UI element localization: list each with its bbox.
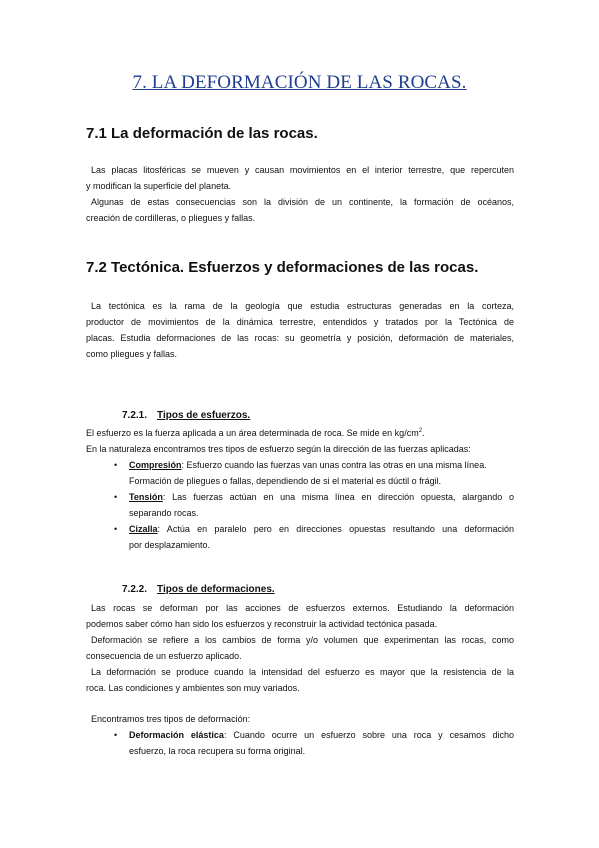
subsection-title: Tipos de deformaciones.	[157, 584, 275, 595]
text-line: separando rocas.	[129, 508, 199, 518]
section-heading-7-2: 7.2 Tectónica. Esfuerzos y deformaciones de las rocas.	[86, 259, 479, 276]
definition-text: Cuando ocurre un esfuerzo sobre una roca y cesamos dicho	[226, 730, 514, 740]
text-line	[129, 727, 514, 743]
text-line: Algunas de estas consecuencias son la división de un continente, la formación de océanos,	[91, 197, 514, 207]
term-tension: Tensión	[129, 492, 163, 502]
list-item-body	[129, 489, 514, 521]
subsection-title: Tipos de esfuerzos.	[157, 410, 251, 421]
colon: :	[162, 492, 166, 502]
colon: :	[181, 460, 185, 470]
term-compresion: Compresión	[129, 460, 182, 470]
colon: :	[223, 730, 227, 740]
subsection-number: 7.2.2.	[122, 584, 148, 595]
text-line: consecuencia de un esfuerzo aplicado.	[86, 651, 242, 661]
text-line: Formación de pliegues o fallas, dependiendo de si el material es dúctil o frágil.	[129, 476, 442, 486]
paragraph-7-2-1	[86, 425, 514, 457]
text-line: En la naturaleza encontramos tres tipos de esfuerzo según la dirección de las fuerzas aplicadas:	[86, 444, 471, 454]
text-line: Deformación se refiere a los cambios de forma y/o volumen que experimentan las rocas, como	[91, 635, 514, 645]
page-title: 7. LA DEFORMACIÓN DE LAS ROCAS.	[132, 72, 467, 93]
text-line: por desplazamiento.	[129, 540, 211, 550]
period: .	[422, 428, 425, 438]
paragraph-7-2-2-d	[86, 711, 514, 727]
text-line: productor de movimientos de la dinámica terrestre, entendidos y tratados por la Tectónica de	[86, 317, 514, 327]
text-line: esfuerzo, la roca recupera su forma original.	[129, 746, 306, 756]
colon: :	[157, 524, 161, 534]
term-cizalla: Cizalla	[129, 524, 158, 534]
subsection-heading-7-2-2	[122, 584, 275, 595]
text-line	[129, 521, 514, 537]
bullet-icon: •	[114, 492, 118, 502]
text-line: Encontramos tres tipos de deformación:	[91, 714, 251, 724]
text-line: roca. Las condiciones y ambientes son muy variados.	[86, 683, 300, 693]
text-line: como pliegues y fallas.	[86, 349, 178, 359]
bullet-icon: •	[114, 730, 118, 740]
paragraph-7-1-b	[86, 194, 514, 226]
list-item-body	[129, 521, 514, 553]
text-line	[86, 425, 514, 441]
text-line: La deformación se produce cuando la intensidad del esfuerzo es mayor que la resistencia de la	[91, 667, 514, 677]
bullet-icon: •	[114, 524, 118, 534]
text-line	[129, 457, 514, 473]
definition-text: Esfuerzo cuando las fuerzas van unas contra las otras en una misma línea.	[184, 460, 487, 470]
text-line: creación de cordilleras, o pliegues y fallas.	[86, 213, 256, 223]
text-line: Las placas litosféricas se mueven y causan movimientos en el interior terrestre, que repercuten	[91, 165, 514, 175]
list-item-body	[129, 457, 514, 489]
definition-text: Las fuerzas actúan en una misma línea en dirección opuesta, alargando o	[165, 492, 514, 502]
text-line: placas. Estudia deformaciones de las rocas: su geometría y posición, deformación de materiales,	[86, 333, 514, 343]
section-heading-7-1: 7.1 La deformación de las rocas.	[86, 125, 318, 142]
paragraph-7-2-2-c	[86, 664, 514, 696]
stress-definition: El esfuerzo es la fuerza aplicada a un área determinada de roca. Se mide en kg/cm	[86, 428, 419, 438]
list-item-body	[129, 727, 514, 759]
text-line: podemos saber cómo han sido los esfuerzos y reconstruir la actividad tectónica pasada.	[86, 619, 438, 629]
definition-text: Actúa en paralelo pero en direcciones opuestas resultando una deformación	[160, 524, 514, 534]
text-line: Las rocas se deforman por las acciones de esfuerzos externos. Estudiando la deformación	[91, 603, 514, 613]
text-line: La tectónica es la rama de la geología que estudia estructuras generadas en la corteza,	[91, 301, 514, 311]
subsection-heading-7-2-1	[122, 410, 250, 421]
text-line	[129, 489, 514, 505]
bullet-icon: •	[114, 460, 118, 470]
paragraph-7-1-a	[86, 162, 514, 194]
paragraph-7-2	[86, 298, 514, 362]
subsection-number: 7.2.1.	[122, 410, 148, 421]
text-line: y modifican la superficie del planeta.	[86, 181, 232, 191]
paragraph-7-2-2-b	[86, 632, 514, 664]
superscript: 2	[418, 428, 423, 434]
term-deformacion-elastica: Deformación elástica	[129, 730, 224, 740]
paragraph-7-2-2-a	[86, 600, 514, 632]
